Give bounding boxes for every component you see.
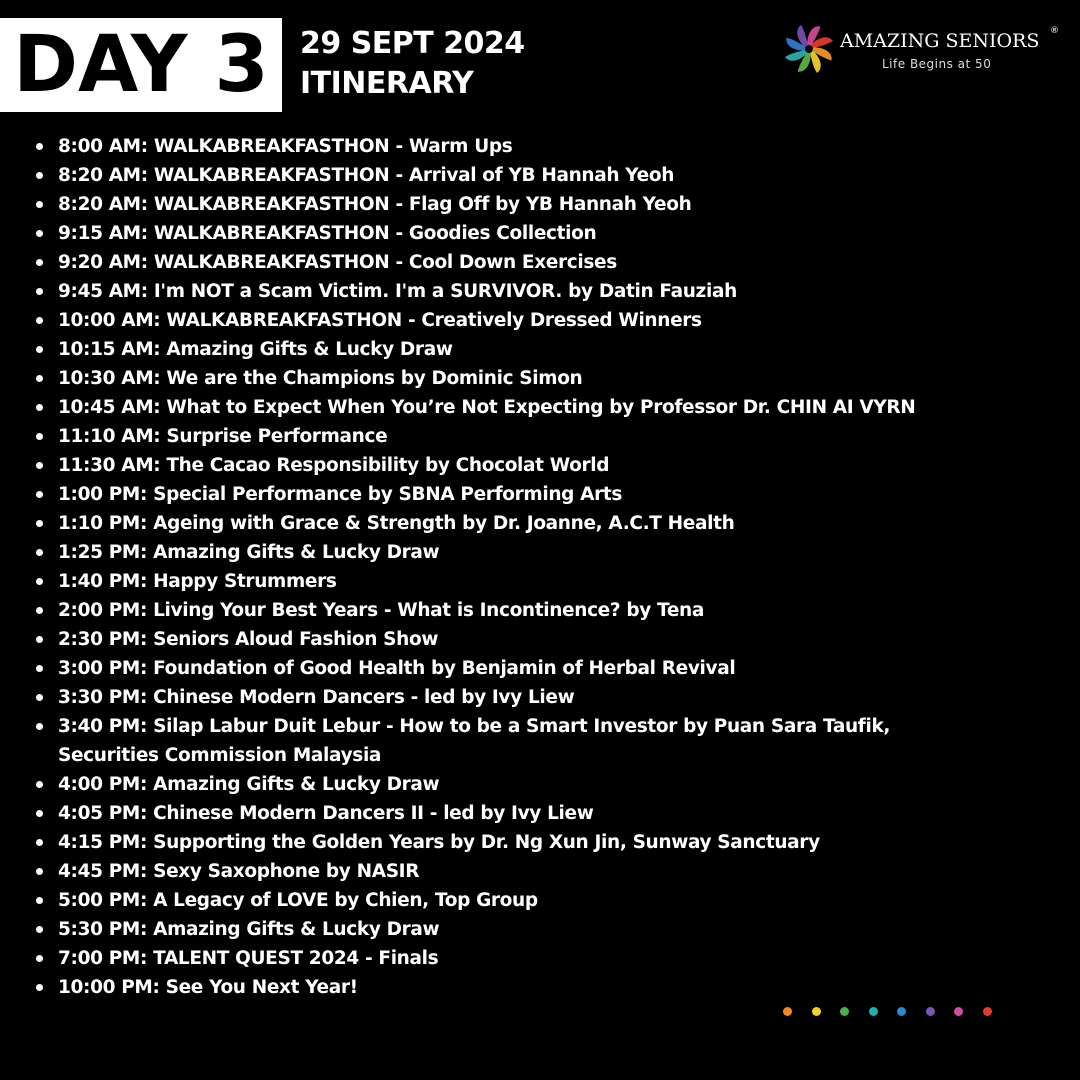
decorative-dot [783,1007,792,1016]
itinerary-item [34,770,1044,799]
itinerary-item-text: 3:40 PM: Silap Labur Duit Lebur - How to be a Smart Investor by Puan Sara Taufik, Securities Commission Malaysia [58,716,891,766]
itinerary-item [34,161,1044,190]
itinerary-item [34,190,1044,219]
bullet-icon [36,491,43,498]
itinerary-item-text: 1:40 PM: Happy Strummers [58,571,337,592]
itinerary-item-text: 1:10 PM: Ageing with Grace & Strength by Dr. Joanne, A.C.T Health [58,513,735,534]
bullet-icon [36,375,43,382]
logo-tagline: Life Begins at 50 [882,57,992,71]
itinerary-item-text: 1:25 PM: Amazing Gifts & Lucky Draw [58,542,440,563]
itinerary-item-text: 1:00 PM: Special Performance by SBNA Performing Arts [58,484,623,505]
itinerary-item [34,335,1044,364]
bullet-icon [36,926,43,933]
bullet-icon [36,346,43,353]
bullet-icon [36,172,43,179]
itinerary-item [34,277,1044,306]
decorative-dot-row [783,1007,992,1016]
itinerary-item-text: 5:30 PM: Amazing Gifts & Lucky Draw [58,919,440,940]
bullet-icon [36,897,43,904]
itinerary-item [34,248,1044,277]
itinerary-item-text: 9:20 AM: WALKABREAKFASTHON - Cool Down Exercises [58,252,617,273]
bullet-icon [36,578,43,585]
itinerary-item-text: 3:00 PM: Foundation of Good Health by Benjamin of Herbal Revival [58,658,736,679]
bullet-icon [36,259,43,266]
bullet-icon [36,984,43,991]
itinerary-item [34,132,1044,161]
bullet-icon [36,317,43,324]
bullet-icon [36,955,43,962]
bullet-icon [36,230,43,237]
itinerary-item-text: 8:00 AM: WALKABREAKFASTHON - Warm Ups [58,136,513,157]
bullet-icon [36,694,43,701]
itinerary-item [34,219,1044,248]
bullet-icon [36,143,43,150]
decorative-dot [983,1007,992,1016]
itinerary-item-text: 9:15 AM: WALKABREAKFASTHON - Goodies Collection [58,223,597,244]
itinerary-item [34,799,1044,828]
itinerary-item [34,596,1044,625]
itinerary-item-text: 3:30 PM: Chinese Modern Dancers - led by Ivy Liew [58,687,575,708]
bullet-icon [36,839,43,846]
itinerary-item-text: 4:45 PM: Sexy Saxophone by NASIR [58,861,420,882]
itinerary-item [34,944,1044,973]
bullet-icon [36,636,43,643]
itinerary-item-text: 11:10 AM: Surprise Performance [58,426,388,447]
bullet-icon [36,404,43,411]
amazing-seniors-logo [782,22,1062,78]
itinerary-item [34,422,1044,451]
bullet-icon [36,288,43,295]
logo-center [805,45,813,53]
decorative-dot [954,1007,963,1016]
registered-mark: ® [1050,26,1059,36]
bullet-icon [36,723,43,730]
itinerary-item-text: 8:20 AM: WALKABREAKFASTHON - Flag Off by YB Hannah Yeoh [58,194,692,215]
itinerary-item-text: 10:30 AM: We are the Champions by Dominic Simon [58,368,583,389]
itinerary-item-text: 8:20 AM: WALKABREAKFASTHON - Arrival of YB Hannah Yeoh [58,165,675,186]
pinwheel-flower-icon [782,22,836,76]
itinerary-item [34,654,1044,683]
bullet-icon [36,781,43,788]
itinerary-item-text: 2:30 PM: Seniors Aloud Fashion Show [58,629,439,650]
itinerary-item [34,683,1044,712]
bullet-icon [36,607,43,614]
itinerary-item-text: 11:30 AM: The Cacao Responsibility by Chocolat World [58,455,610,476]
decorative-dot [812,1007,821,1016]
bullet-icon [36,462,43,469]
itinerary-item-text: 2:00 PM: Living Your Best Years - What is Incontinence? by Tena [58,600,705,621]
itinerary-item-text: 4:15 PM: Supporting the Golden Years by Dr. Ng Xun Jin, Sunway Sanctuary [58,832,820,853]
itinerary-heading: ITINERARY [300,66,474,101]
itinerary-item-text: 10:15 AM: Amazing Gifts & Lucky Draw [58,339,453,360]
itinerary-item [34,306,1044,335]
event-date: 29 SEPT 2024 [300,26,525,61]
bullet-icon [36,201,43,208]
itinerary-item-text: 10:45 AM: What to Expect When You’re Not Expecting by Professor Dr. CHIN AI VYRN [58,397,916,418]
header-date-block [300,24,525,104]
itinerary-item [34,915,1044,944]
itinerary-item-text: 5:00 PM: A Legacy of LOVE by Chien, Top Group [58,890,538,911]
itinerary-item [34,625,1044,654]
logo-name: AMAZING SENIORS [840,30,1040,52]
itinerary-item [34,828,1044,857]
itinerary-list [34,132,1044,1002]
itinerary-item [34,393,1044,422]
itinerary-item [34,509,1044,538]
itinerary-item [34,857,1044,886]
decorative-dot [840,1007,849,1016]
itinerary-item-text: 4:00 PM: Amazing Gifts & Lucky Draw [58,774,440,795]
itinerary-item [34,364,1044,393]
day-label: DAY 3 [0,18,282,112]
decorative-dot [926,1007,935,1016]
itinerary-item [34,480,1044,509]
itinerary-item [34,973,1044,1002]
itinerary-item [34,451,1044,480]
itinerary-item [34,538,1044,567]
bullet-icon [36,520,43,527]
itinerary-item-text: 7:00 PM: TALENT QUEST 2024 - Finals [58,948,439,969]
bullet-icon [36,433,43,440]
itinerary-item-text: 10:00 AM: WALKABREAKFASTHON - Creatively Dressed Winners [58,310,702,331]
bullet-icon [36,810,43,817]
itinerary-item [34,712,1044,770]
bullet-icon [36,665,43,672]
itinerary-item [34,567,1044,596]
itinerary-item-text: 10:00 PM: See You Next Year! [58,977,358,998]
decorative-dot [897,1007,906,1016]
bullet-icon [36,549,43,556]
decorative-dot [869,1007,878,1016]
itinerary-item [34,886,1044,915]
itinerary-item-text: 9:45 AM: I'm NOT a Scam Victim. I'm a SURVIVOR. by Datin Fauziah [58,281,737,302]
itinerary-item-text: 4:05 PM: Chinese Modern Dancers II - led by Ivy Liew [58,803,594,824]
bullet-icon [36,868,43,875]
